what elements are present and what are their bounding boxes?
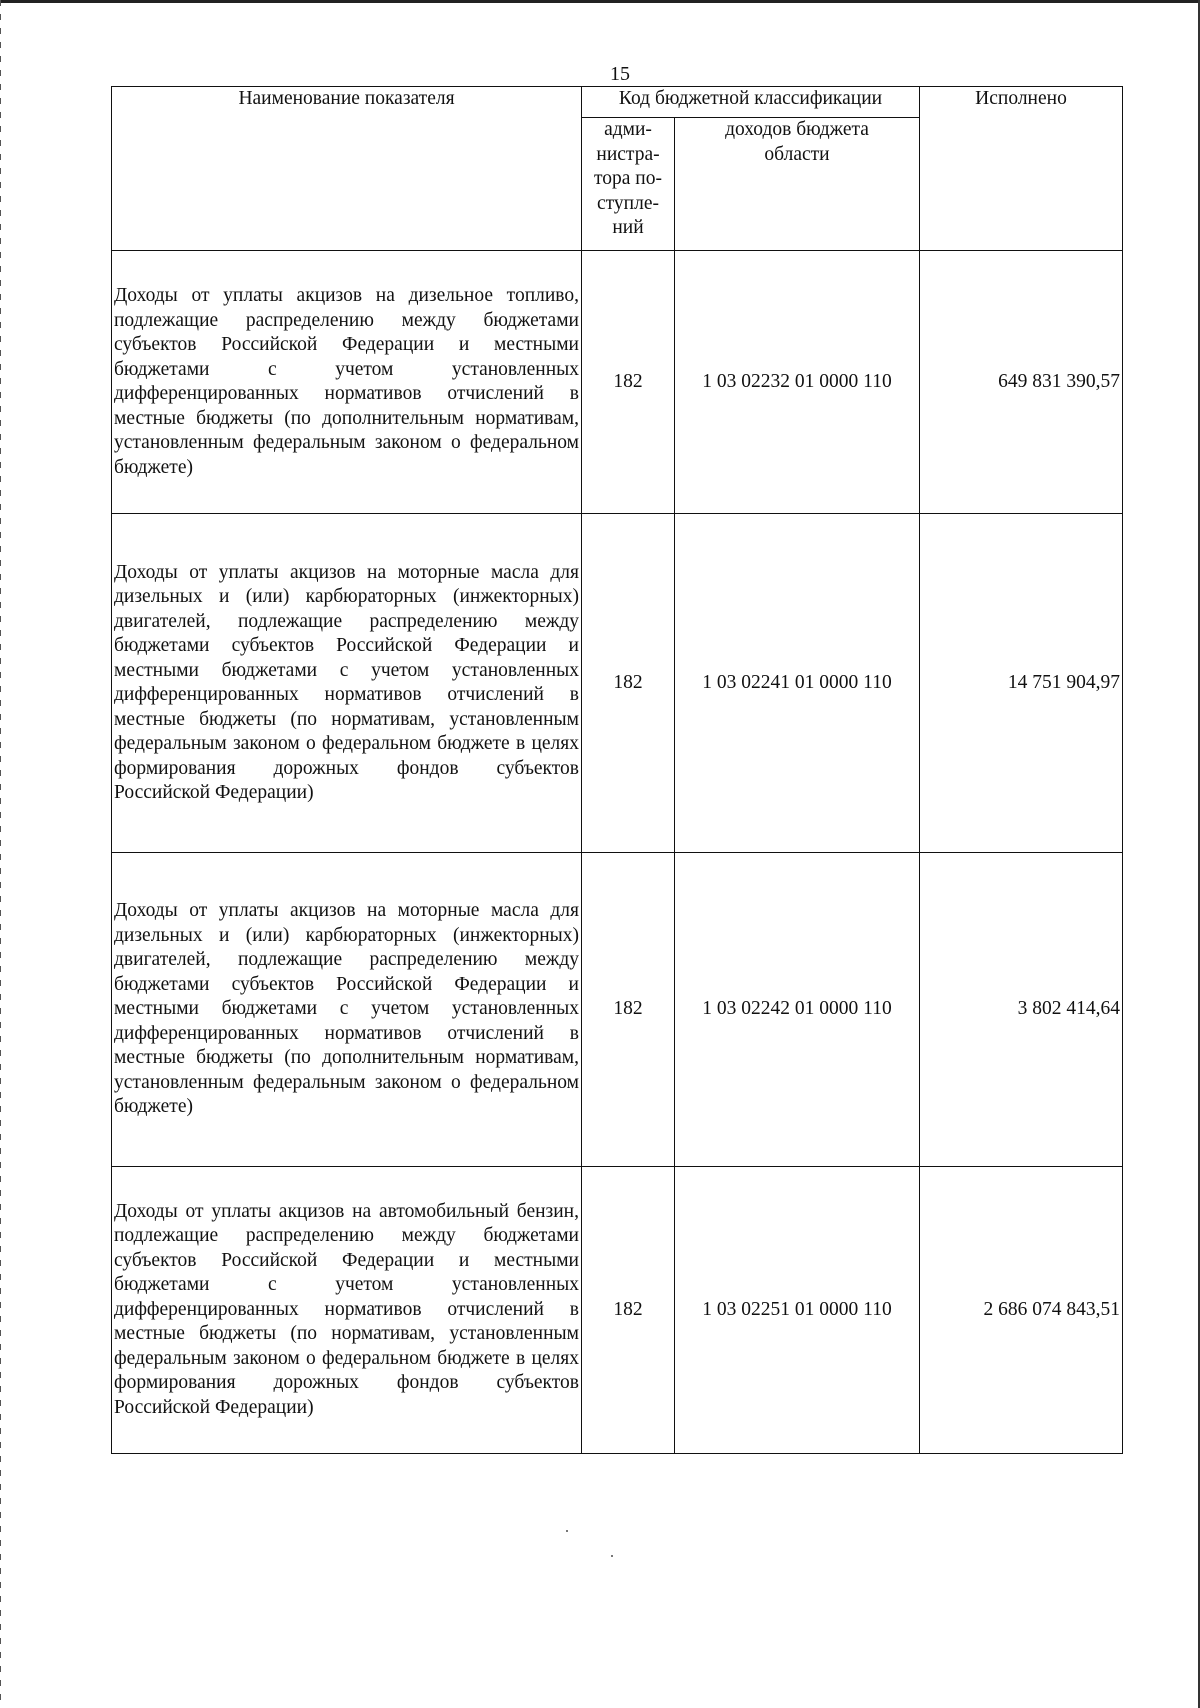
row-executed-amount: 14 751 904,97	[920, 514, 1123, 853]
table-row	[112, 514, 1123, 853]
row-admin-code: 182	[582, 251, 675, 514]
row-description: Доходы от уплаты акцизов на дизельное топливо, подлежащие распределению между бюджетами субъектов Российской Федерации и местными бюджетами с учетом установленных дифференцированных нормативов отчислений в местные бюджеты (по дополнительным нормативам, установленным федеральным законом о федеральном бюджете)	[112, 251, 582, 514]
table-row	[112, 251, 1123, 514]
table-row	[112, 853, 1123, 1167]
scan-speck	[566, 1530, 568, 1532]
row-description: Доходы от уплаты акцизов на моторные масла для дизельных и (или) карбюраторных (инжекторных) двигателей, подлежащие распределению между бюджетами субъектов Российской Федерации и местными бюджетами с учетом установленных дифференцированных нормативов отчислений в местные бюджеты (по нормативам, установленным федеральным законом о федеральном бюджете в целях формирования дорожных фондов субъектов Российской Федерации)	[112, 514, 582, 853]
header-executed-continued	[920, 118, 1123, 251]
budget-income-table	[111, 86, 1123, 1454]
scan-border-top	[0, 0, 1200, 3]
header-revenue-administrator-label: адми- нистра- тора по- ступле- ний	[594, 119, 662, 238]
scan-speck	[611, 1555, 613, 1557]
row-admin-code: 182	[582, 853, 675, 1167]
header-indicator-name-continued	[112, 118, 582, 251]
header-revenue-administrator	[582, 118, 675, 251]
row-executed-amount: 3 802 414,64	[920, 853, 1123, 1167]
row-executed-amount: 2 686 074 843,51	[920, 1167, 1123, 1454]
row-admin-code: 182	[582, 1167, 675, 1454]
row-classification-code: 1 03 02241 01 0000 110	[675, 514, 920, 853]
table-row	[112, 1167, 1123, 1454]
table-header-row	[112, 87, 1123, 118]
header-regional-budget-income	[675, 118, 920, 251]
page-number: 15	[610, 63, 630, 85]
header-regional-budget-income-label: доходов бюджета области	[725, 119, 869, 165]
row-classification-code: 1 03 02232 01 0000 110	[675, 251, 920, 514]
row-description: Доходы от уплаты акцизов на автомобильный бензин, подлежащие распределению между бюджетами субъектов Российской Федерации и местными бюджетами с учетом установленных дифференцированных нормативов отчислений в местные бюджеты (по нормативам, установленным федеральным законом о федеральном бюджете в целях формирования дорожных фондов субъектов Российской Федерации)	[112, 1167, 582, 1454]
header-executed: Исполнено	[920, 87, 1123, 118]
row-executed-amount: 649 831 390,57	[920, 251, 1123, 514]
header-budget-classification: Код бюджетной классификации	[582, 87, 920, 118]
row-admin-code: 182	[582, 514, 675, 853]
row-description: Доходы от уплаты акцизов на моторные масла для дизельных и (или) карбюраторных (инжекторных) двигателей, подлежащие распределению между бюджетами субъектов Российской Федерации и местными бюджетами с учетом установленных дифференцированных нормативов отчислений в местные бюджеты (по дополнительным нормативам, установленным федеральным законом о федеральном бюджете)	[112, 853, 582, 1167]
header-indicator-name: Наименование показателя	[112, 87, 582, 118]
table-subheader-row	[112, 118, 1123, 251]
scan-border-left	[0, 0, 1, 1708]
row-classification-code: 1 03 02251 01 0000 110	[675, 1167, 920, 1454]
row-classification-code: 1 03 02242 01 0000 110	[675, 853, 920, 1167]
